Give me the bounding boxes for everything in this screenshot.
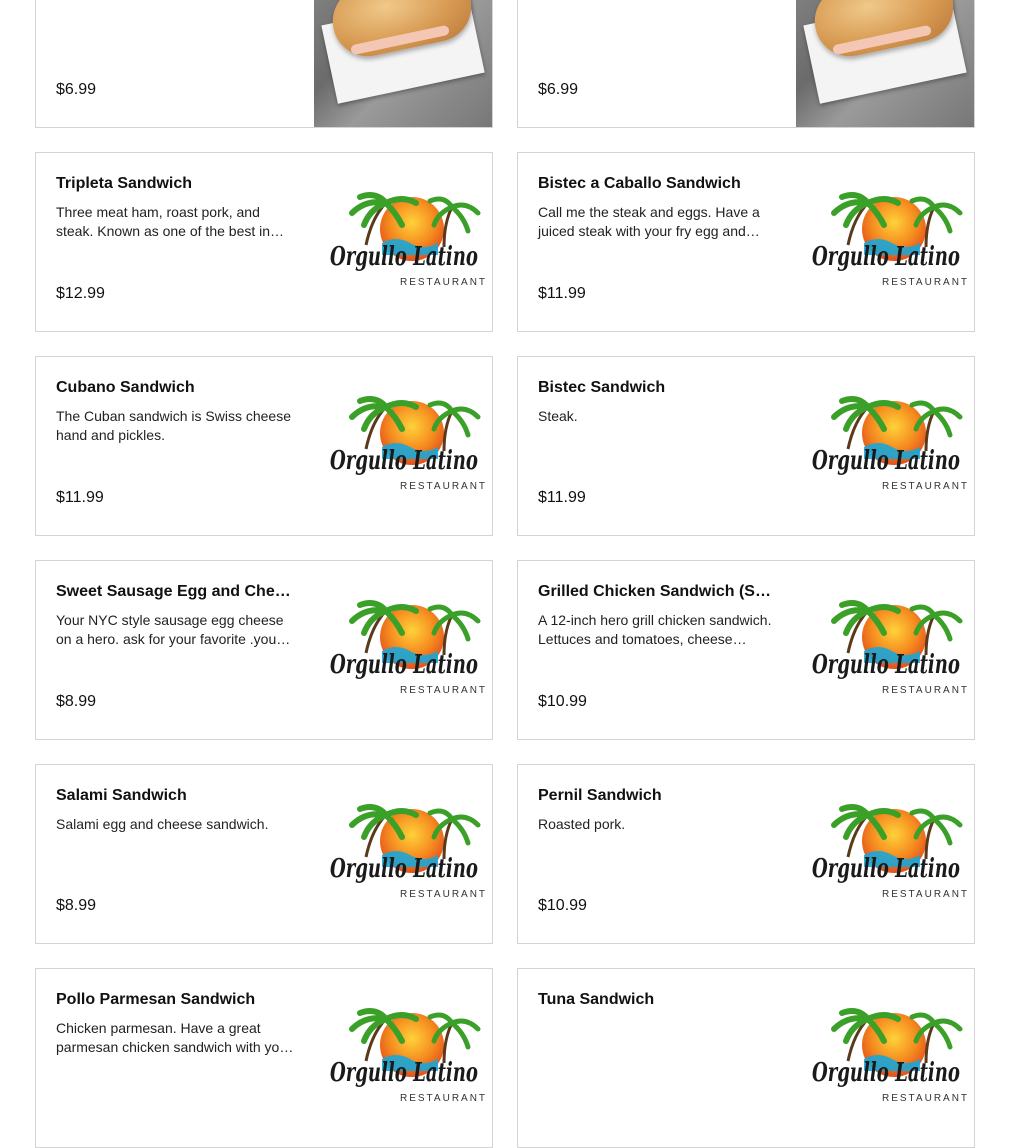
logo-wordmark: Orgullo Latino <box>812 854 960 884</box>
menu-item-title: Bistec Sandwich <box>538 379 666 396</box>
menu-item-text <box>538 989 776 1057</box>
logo-graphic <box>808 195 970 291</box>
logo-graphic <box>326 195 488 291</box>
menu-item-price: $10.99 <box>538 693 587 710</box>
logo-wordmark: Orgullo Latino <box>812 650 960 680</box>
menu-item-description: Your NYC style sausage egg cheese on a hero. ask for your favorite .you… <box>56 612 291 647</box>
menu-item-price: $11.99 <box>538 285 586 302</box>
logo-graphic <box>808 807 970 903</box>
logo-wordmark: Orgullo Latino <box>812 1058 960 1088</box>
logo-graphic <box>326 807 488 903</box>
menu-item-card[interactable] <box>35 356 493 536</box>
menu-item-card[interactable] <box>517 560 975 740</box>
menu-item-card[interactable] <box>517 968 975 1148</box>
menu-item-text <box>56 989 294 1057</box>
logo-subtext: RESTAURANT <box>882 481 970 492</box>
logo-subtext: RESTAURANT <box>400 481 488 492</box>
menu-item-text <box>56 785 294 853</box>
menu-item-title: Bistec a Caballo Sandwich <box>538 175 741 192</box>
menu-item-text <box>56 173 294 241</box>
menu-item-price: $11.99 <box>56 489 104 506</box>
logo-wordmark: Orgullo Latino <box>330 650 478 680</box>
logo-graphic <box>326 1011 488 1107</box>
menu-item-card[interactable] <box>35 764 493 944</box>
logo-graphic <box>326 603 488 699</box>
menu-item-price: $12.99 <box>56 285 105 302</box>
menu-item-text <box>538 173 776 241</box>
menu-item-card[interactable] <box>35 152 493 332</box>
menu-item-price: $6.99 <box>538 81 579 98</box>
menu-item-card[interactable] <box>35 0 493 128</box>
menu-item-price: $6.99 <box>56 81 97 98</box>
restaurant-logo <box>796 969 974 1147</box>
menu-item-card[interactable] <box>517 356 975 536</box>
restaurant-logo <box>314 765 492 943</box>
logo-subtext: RESTAURANT <box>400 685 488 696</box>
sandwich-photo <box>314 0 492 127</box>
menu-item-description: The Cuban sandwich is Swiss cheese hand and pickles. <box>56 408 292 443</box>
menu-item-title: Salami Sandwich <box>56 787 187 804</box>
restaurant-logo <box>796 765 974 943</box>
menu-item-text <box>538 785 776 853</box>
logo-wordmark: Orgullo Latino <box>330 242 478 272</box>
menu-item-grid <box>35 0 975 1148</box>
menu-item-card[interactable] <box>517 764 975 944</box>
menu-item-price: $11.99 <box>538 489 586 506</box>
logo-wordmark: Orgullo Latino <box>330 446 478 476</box>
menu-item-card[interactable] <box>517 152 975 332</box>
menu-item-description: Roasted pork. <box>538 816 626 832</box>
logo-graphic <box>326 399 488 495</box>
menu-item-text <box>56 377 294 445</box>
menu-item-text <box>56 0 294 15</box>
menu-item-description <box>56 0 294 15</box>
menu-item-description: Chicken parmesan. Have a great parmesan chicken sandwich with yo… <box>56 1020 294 1055</box>
menu-item-price: $8.99 <box>56 897 97 914</box>
logo-wordmark: Orgullo Latino <box>812 242 960 272</box>
logo-subtext: RESTAURANT <box>400 889 488 900</box>
restaurant-logo <box>796 153 974 331</box>
restaurant-logo <box>314 561 492 739</box>
menu-item-description <box>538 1019 776 1057</box>
logo-wordmark: Orgullo Latino <box>330 1058 478 1088</box>
restaurant-logo <box>314 969 492 1147</box>
menu-item-title: Pollo Parmesan Sandwich <box>56 991 256 1008</box>
menu-item-description <box>538 0 776 15</box>
menu-item-price: $8.99 <box>56 693 97 710</box>
logo-subtext: RESTAURANT <box>400 277 488 288</box>
restaurant-logo <box>796 357 974 535</box>
menu-item-description: Call me the steak and eggs. Have a juiced steak with your fry egg and… <box>538 204 760 239</box>
logo-subtext: RESTAURANT <box>882 685 970 696</box>
logo-graphic <box>808 1011 970 1107</box>
sandwich-photo <box>796 0 974 127</box>
logo-subtext: RESTAURANT <box>882 1093 970 1104</box>
menu-item-price: $10.99 <box>538 897 587 914</box>
logo-subtext: RESTAURANT <box>882 277 970 288</box>
menu-item-text <box>538 581 776 649</box>
logo-subtext: RESTAURANT <box>882 889 970 900</box>
menu-item-title: Cubano Sandwich <box>56 379 195 396</box>
menu-item-card[interactable] <box>35 560 493 740</box>
restaurant-logo <box>314 357 492 535</box>
menu-item-text <box>538 0 776 15</box>
logo-graphic <box>808 603 970 699</box>
menu-item-description: Three meat ham, roast pork, and steak. Known as one of the best in… <box>56 204 285 239</box>
logo-subtext: RESTAURANT <box>400 1093 488 1104</box>
menu-item-text <box>56 581 294 649</box>
menu-item-description: A 12-inch hero grill chicken sandwich. Lettuces and tomatoes, cheese… <box>538 612 772 647</box>
logo-wordmark: Orgullo Latino <box>330 854 478 884</box>
menu-item-text <box>538 377 776 445</box>
menu-item-title: Tripleta Sandwich <box>56 175 193 192</box>
menu-item-description: Salami egg and cheese sandwich. <box>56 816 269 832</box>
restaurant-logo <box>796 561 974 739</box>
restaurant-logo <box>314 153 492 331</box>
menu-item-title: Sweet Sausage Egg and Che… <box>56 583 291 600</box>
menu-item-card[interactable] <box>35 968 493 1148</box>
menu-item-title: Grilled Chicken Sandwich (S… <box>538 583 771 600</box>
logo-wordmark: Orgullo Latino <box>812 446 960 476</box>
menu-item-title: Pernil Sandwich <box>538 787 662 804</box>
menu-item-title: Tuna Sandwich <box>538 991 655 1008</box>
menu-item-card[interactable] <box>517 0 975 128</box>
menu-item-description: Steak. <box>538 408 578 424</box>
logo-graphic <box>808 399 970 495</box>
